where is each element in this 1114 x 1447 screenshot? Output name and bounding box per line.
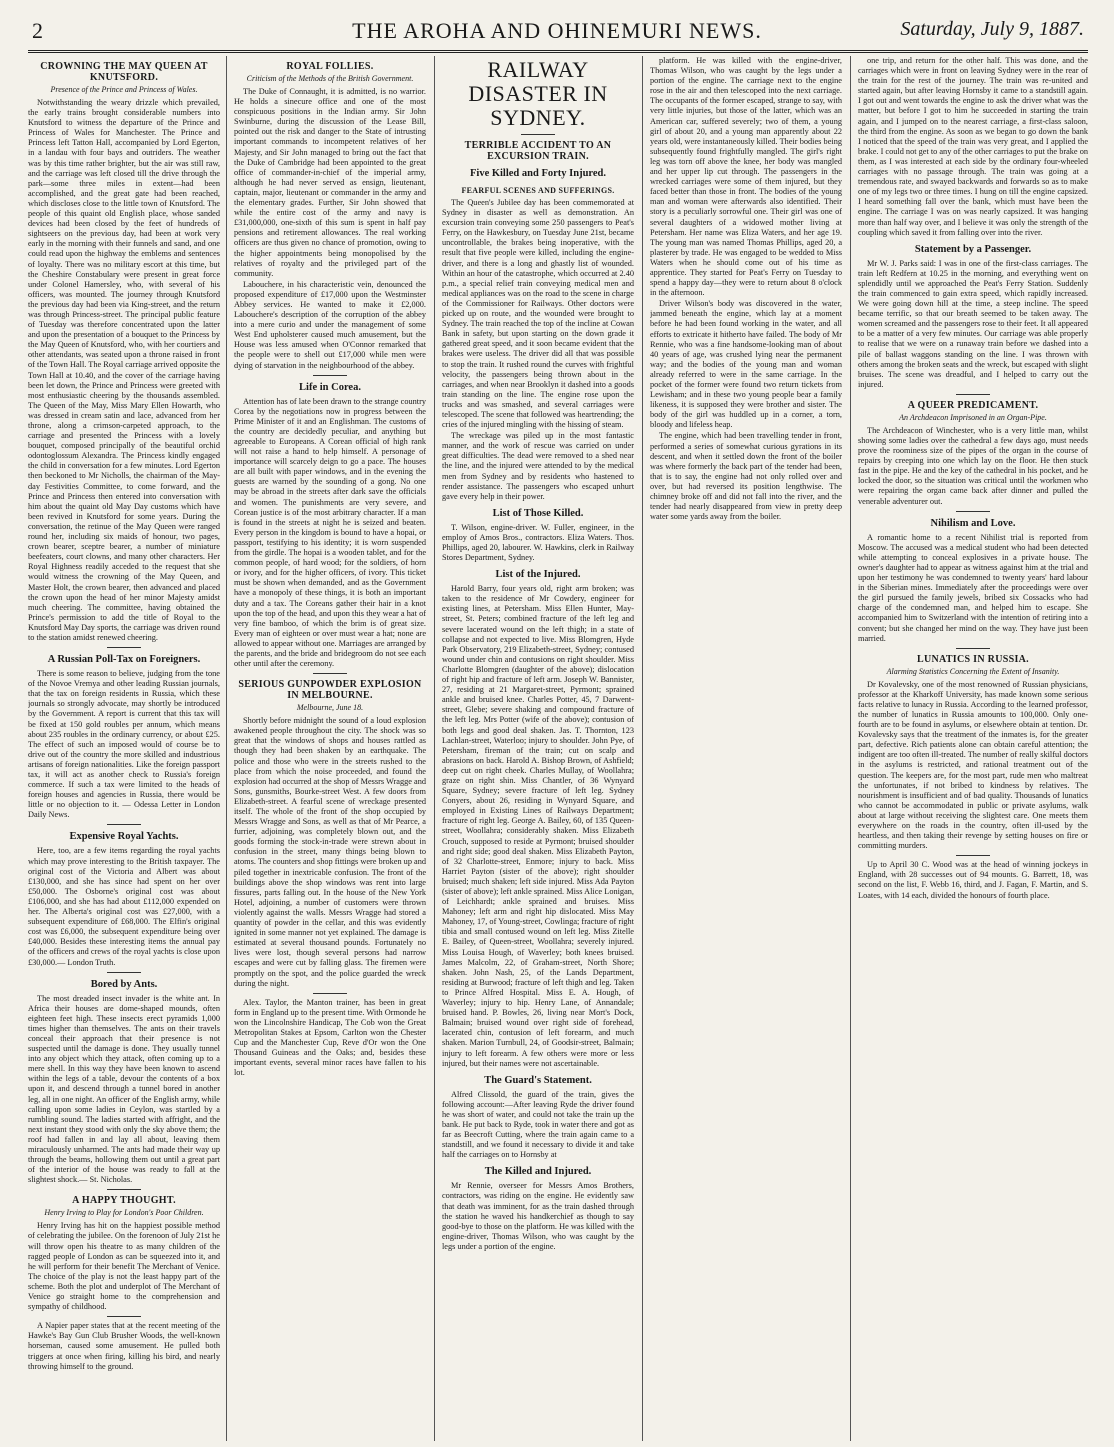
article-paragraph: There is some reason to believe, judging from the tone of the Novoe Vremya and other leading Russian journals, that the tax on foreign residents in Russia, which these journals so strongly advocate, may shortly be introduced by the Government. A report is current that this tax will be fixed at 150 gold roubles per annum, which means about 235 roubles in the ordinary currency, or about £25. The effect of such an imposed would of course be to drive out of the country the more skilled and industrious artisans of foreign nationalities. Like the foreign passport tax, it will act as another check to Russia's foreign commerce. If such a tax were limited to the heads of foreign houses and agencies in Russia, there would be little or no objection to it. — Odessa Letter in London Daily News. <box>28 669 220 820</box>
article-paragraph: The wreckage was piled up in the most fantastic manner, and the work of rescue was carried on under great difficulties. The dead were removed to a shed near the line, and the injured were attended to by the medical men from Sydney and by residents who hastened to render assistance. The passengers who escaped unhurt gave every help in their power. <box>442 431 634 501</box>
divider <box>107 1189 141 1190</box>
issue-date: Saturday, July 9, 1887. <box>900 18 1084 40</box>
column-3 <box>442 56 634 1441</box>
article-heading: A HAPPY THOUGHT. <box>72 1195 176 1207</box>
article-paragraph: A romantic home to a recent Nihilist trial is reported from Moscow. The accused was a medical student who had been detected while attempting to conceal explosives in a private house. The owner's daughter had to appear as witness against him at the trial and upon her testimony he was condemned to twenty years' hard labour in the Siberian mines. Immediately after the proceedings were over the girl pursued the family jewels, bribed six Cossacks who had charge of the condemned man, and helped him to escape. She accompanied him to Switzerland with the intention of retiring into a convent; but she changed her mind on the way. They have just been married. <box>858 532 1088 643</box>
divider <box>107 647 141 648</box>
article-paragraph: Here, too, are a few items regarding the royal yachts which may prove interesting to the British taxpayer. The original cost of the Victoria and Albert was about £130,000, and she has since had spent on her over £50,000. The Osborne's original cost was about £106,000, and she has had about £112,000 expended on her. The Alberta's original cost was £27,000, with a subsequent expenditure of £68,000. The Elfin's original cost was £6,000, the subsequent expenditure being over £40,000. Besides these interesting items the annual pay of the officers and crews of the royal yachts is close upon £30,000.— London Truth. <box>28 846 220 967</box>
article-subheading: Henry Irving to Play for London's Poor Children. <box>44 1208 204 1218</box>
article-subheading: Presence of the Prince and Princess of Wales. <box>50 85 198 94</box>
divider <box>107 1316 141 1317</box>
article-paragraph: T. Wilson, engine-driver. W. Fuller, engineer, in the employ of Amos Bros., contractors. Eliza Waters. Thos. Phillips, aged 20, labourer. W. Hawkins, clerk in Railway Stores Department, Sydney. <box>442 522 634 563</box>
article-paragraph: A Napier paper states that at the recent meeting of the Hawke's Bay Gun Club Brusher Woods, the well-known horseman, caused some amusement. He pulled both triggers at once when firing, killing his bird, and nearly throwing himself to the ground. <box>28 1321 220 1371</box>
article-paragraph: Mr W. J. Parks said: I was in one of the first-class carriages. The train left Redfern at 10.25 in the morning, and everything went on splendidly until we approached the Peat's Ferry Station. Suddenly the train commenced to gain extra speed, which rapidly increased. We were going down hill at the time, a steep incline. The speed became terrific, so that our breath seemed to be taken away. The women screamed and the passengers rose to their feet. It all appeared to be a matter of a very few minutes. Our carriage was able properly to realise that we were on a runaway train before we dashed into a pile of ballast waggons standing on the line. I was thrown with others among the broken seats and the wreck, but escaped with slight bruises. The scene was dreadful, and I helped to carry out the injured. <box>858 258 1088 389</box>
page-number: 2 <box>32 18 43 43</box>
article-paragraph: The engine, which had been travelling tender in front, performed a series of somewhat curious gyrations in its descent, and when it settled down the front of the boiler was where formerly the back part of the tender had been, that is to say, the engine had not only rolled over and over, but had reversed its position lengthwise. The chimney broke off and did not fall into the river, and the tender had nearly disappeared from view in pretty deep water some yards away from the boiler. <box>650 431 842 522</box>
masthead-rule <box>28 50 1088 53</box>
column-rule <box>434 56 435 1441</box>
article-paragraph: The most dreaded insect invader is the white ant. In Africa their houses are dome-shaped mounds, often eighteen feet high. These insects erect pyramids 1,000 times higher than themselves. The ants on their travels conceal their approach that their presence is not suspected until the damage is done. They usually tunnel into any object which they attack, often coming up to a mere shell. In this way they have been known to ascend within the legs of a table, devour the contents of a box upon it, and descend through a tunnel bored in another leg, all in one night. An officer of the English army, while calling upon some ladies in Ceylon, was startled by a rumbling sound. The ladies started with affright, and the next instant they stood with only the sky above them; the roof had fallen in and lay all about, leaving them miraculously unharmed. The ants had made their way up through the beams, hollowing them out until a great part of the interior of the house was ready to fall at the slightest shock.— St. Nicholas. <box>28 993 220 1185</box>
column-rule <box>642 56 643 1441</box>
article-paragraph: one trip, and return for the other half. This was done, and the carriages which were in front on leaving Sydney were in the rear of the train for the rest of the journey. The train was re-united and started again, but after leaving Hornsby it came to a standstill again. I got out and went towards the engine to ask the driver what was the matter, but before I got to him he succeeded in starting the train again, and I jumped on to the nearest carriage, a first-class saloon, the third from the engine. As soon as we began to go down the bank I noticed that the speed of the train was very great, and I applied the brake. I could not get to any of the other carriages to put the brake on them, as I was interested at each side by the ordinary four-wheeled carriages with no passage through. The train was going at a tremendous rate, and swayed backwards and forwards so as to make one of my legs two or three times. I hung on till the engine capsized. I heard something fall over the bank, which must have been the engine. The carriage I was on was nearly capsized. It was hanging more than half way over, and I believe it was only the strength of the coupling which saved it from falling over into the river. <box>858 56 1088 237</box>
divider <box>956 855 990 856</box>
article-paragraph: Up to April 30 C. Wood was at the head of winning jockeys in England, with 28 successes out of 94 mounts. G. Barrett, 18, was second on the list, F. Webb 16, third, and J. Fagan, F. Martin, and S. Loates, with 14 each, divided the honours of fourth place. <box>858 860 1088 900</box>
article-heading: Life in Corea. <box>299 381 361 393</box>
masthead <box>0 0 1114 54</box>
article-heading: LUNATICS IN RUSSIA. <box>917 653 1029 665</box>
article-paragraph: Dr Kovalevsky, one of the most renowned of Russian physicians, professor at the Kharkoff University, has made known some serious facts relative to lunacy in Russia. According to the learned professor, the number of lunatics in Russia amounts to 100,000. Only one-fourth are to be found in asylums, or elsewhere obtain at tention. Dr. Kovalevsky says that the treatment of the inmates is, for the greater part, defective. Rich patients alone can obtain careful attention; the indigent are too often ill-treated. The number of really skilful doctors in the asylums is restricted, and rational treatment out of the question. The keepers are, for the most part, rude men who maltreat the unfortunates, if not bribed to kindness by relatives. The nourishment is insufficient and of bad quality. Thousands of lunatics who cannot be accommodated in public or private asylums, walk about at large without receiving the slightest care. One meets them everywhere on the roads in the country, often ill-used by the heartless, and then taking their revenge by setting houses on fire or committing murders. <box>858 679 1088 851</box>
article-heading: Bored by Ants. <box>90 978 158 990</box>
article-paragraph: The Duke of Connaught, it is admitted, is no warrior. He holds a sinecure office and one of the most conspicuous positions in the Indian army. Sir John Swinburne, during the discussion of the Lease Bill, pointed out the risk and danger to the State of intrusting important commands to incompetent relatives of her Majesty, and Sir John managed to bring out the fact that the Duke of Cambridge had been appointed to the great office of commander-in-chief of the imperial army, although he had never served as ensign, lieutenant, captain, major, lieutenant or commander in the army and the elementary grades. Further, Sir John showed that while the entire cost of the army and navy is £31,000,000, one-sixth of this sum is spent in half pay pensions and retirement allowances. The real working officers are thus given no chance of promotion, owing to the higher appointments being monopolised by the relatives of royalty and the privileged part of the community. <box>234 87 426 278</box>
divider <box>521 134 555 135</box>
article-heading: A QUEER PREDICAMENT. <box>907 399 1039 411</box>
article-heading: CROWNING THE MAY QUEEN AT KNUTSFORD. <box>40 61 208 83</box>
article-paragraph: Alex. Taylor, the Manton trainer, has been in great form in England up to the present time. With Ormonde he won the Lincolnshire Handicap, The Cob won the Great Metropolitan Stakes at Epsom, Carlton won the Chester Cup and the Manchester Cup, Reve d'Or won the One Thousand Guineas and the Oaks; and, besides these important events, several minor races have fallen to his lot. <box>234 997 426 1078</box>
list-heading: List of the Injured. <box>495 569 581 581</box>
article-paragraph: platform. He was killed with the engine-driver, Thomas Wilson, who was caught by the legs under a portion of the engine. The carriage next to the engine rose in the air and then telescoped into the next carriage. The occupants of the former escaped, strange to say, with very little injuries, but those of the latter, which was an American car, suffered severely; two of them, a young girl of about 20, and a young man apparently about 22 years old, were instantaneously killed. Their bodies being subsequently found frightfully mangled. The girl's right leg was torn off above the knee, her body was mangled and her upper lip cut through. The passengers in the wrecked carriages were some of them injured, but they faced better than those in front. The bodies of the young man and woman were afterwards also identified. Their story is a peculiarly sorrowful one. Their girl was one of several daughters of a widowed mother living at Petersham. Her name was Eliza Waters, and her age 19. The young man was named Thomas Phillips, aged 20, a plasterer by trade. He was engaged to be wedded to Miss Waters when he should come out of his time as apprentice. They started for Peat's Ferry on Tuesday to spend a happy day—they were to return about 8 o'clock in the afternoon. <box>650 56 842 298</box>
divider <box>956 511 990 512</box>
article-heading: A Russian Poll-Tax on Foreigners. <box>47 654 201 666</box>
article-paragraph: Labouchere, in his characteristic vein, denounced the proposed expenditure of £17,000 upon the Westminster Abbey services. He wanted to make it £2,000. Labouchere's description of the corruption of the abbey into a mere curio and under the management of some West End upholsterer caused much amusement, but the House was less amused when O'Connor remarked that the people were to shell out £17,000 while men were dying of starvation in the neighbourhood of the abbey. <box>234 279 426 370</box>
divider <box>313 375 347 376</box>
divider <box>107 972 141 973</box>
article-heading: Statement by a Passenger. <box>914 243 1032 255</box>
divider <box>313 673 347 674</box>
article-subheading: Criticism of the Methods of the British Government. <box>246 74 414 83</box>
article-paragraph: Mr Rennie, overseer for Messrs Amos Brothers, contractors, was riding on the engine. He evidently saw that death was imminent, for as the train dashed through the station he waved his handkerchief as though to say good-bye to those on the platform. He was killed with the engine-driver, Thomas Wilson, who was caught by the legs under a portion of the engine. <box>442 1181 634 1251</box>
divider <box>313 993 347 994</box>
article-paragraph: The Queen's Jubilee day has been commemorated at Sydney in disaster as well as demonstration. An excursion train conveying some 250 passengers to Peat's Ferry, on the Hawkesbury, on Tuesday June 21st, became uncontrollable, the brakes being inoperative, with the result that five people were killed, including the engine-driver, and there is a long and ghastly list of wounded. Within an hour of the catastrophe, which occurred at 2.40 p.m., a special relief train conveying medical men and medical appliances was on the road to the scene in charge of the Commissioner for Railways. Other doctors were picked up on route, and the wounded were brought to Sydney. The train reached the top of the incline at Cowan Bank in safety, but upon starting on the down grade it gathered great speed, and it soon became evident that the brakes were useless. The driver did all that was possible to stop the train. It rushed round the curves with frightful velocity, the passengers being thrown about in the carriages, and when near Brooklyn it dashed into a goods train standing on the line. The engine rose upon the trucks and was smashed, and several carriages were telescoped. The scene that followed was heartrending; the cries of the injured mingling with the hissing of steam. <box>442 198 634 430</box>
article-dateline: Melbourne, June 18. <box>296 703 364 713</box>
newspaper-title: THE AROHA AND OHINEMURI NEWS. <box>352 18 762 43</box>
article-paragraph: Attention has of late been drawn to the strange country Corea by the negotiations now in progress between the Prime Minister of it and an Englishman. The customs of the country are decidedly peculiar, and anything but agreeable to Europeans. A Corean official of high rank will not raise a hand to help himself. A personage of importance will scarcely deign to go a pace. The houses are all built with paper windows, and in the evening the guests are warned by the sounding of a gong. No one may be abroad in the streets after dark save the officials and women. The punishments are very severe, and Corean justice is of the most arbitrary character. If a man is found in the streets at night he is seized and beaten. Every person in the kingdom is bound to have a hopai, or passport, testifying to his identity; it is worn suspended from the girdle. The hopai is a wooden tablet, and for the common people, of hard wood; for the soldiers, of horn or ivory, and for the higher officers, of ivory. This ticket must be shown when demanded, and as the Government have a monopoly of these things, it is both an important duty and a tax. The Coreans gather their hair in a knot upon the top of the head, and upon this they wear a hat of very fine bamboo, of which the brim is of great size. Every man of eighteen or over must wear a hat; none are allowed to appear without one. Marriages are arranged by the parents, and the bride and bridegroom do not see each other until after the ceremony. <box>234 396 426 669</box>
column-rule <box>850 56 851 1441</box>
divider <box>956 394 990 395</box>
article-paragraph: Shortly before midnight the sound of a loud explosion awakened people throughout the city. The shock was so great that the windows of shops and houses rattled as though they had been shaken by an earthquake. The police and those who were in the streets rushed to the place from which the noise proceeded, and found the explosion had occurred at the shop of Messrs Wragge and Sons, gunsmiths, Bourke-street West. A few doors from Elizabeth-street. A fearful scene of wreckage presented itself. The whole of the front of the shop occupied by Messrs Wragge and Sons, as well as that of Mr Pearce, a furrier, adjoining, was completely blown out, and the goods forming the stock-in-trade were strewn about in confusion in the street, many things being blown to atoms. The counters and shop fittings were broken up and piled together in inextricable confusion. The front of the buildings above the shop windows was rent into large fissures, parts falling out. In the house of the New York Hotel, adjoining, a number of customers were thrown violently against the walls. Messrs Wragge had stored a quantity of powder in the cellar, and this was evidently ignited in some manner not yet explained. The damage is estimated at several thousand pounds. Fortunately no lives were lost, though several persons had narrow escapes and were cut by falling glass. The firemen were promptly on the spot, and the police guarded the wreck during the night. <box>234 716 426 988</box>
article-heading: Expensive Royal Yachts. <box>69 831 179 843</box>
column-rule <box>226 56 227 1441</box>
divider <box>956 648 990 649</box>
article-subheading: Five Killed and Forty Injured. <box>469 168 607 179</box>
article-paragraph: Driver Wilson's body was discovered in the water, jammed beneath the engine, which lay at a moment before he had been found working in the water, and all efforts to extricate it hitherto have failed. The body of Mr Rennie, who was a fine handsome-looking man of about 40 years of age, was crushed lying near the permanent way; and the bodies of the young man and woman already referred to were in the same carriage. In the pocket of the former were found two return tickets from Lewisham; and in these two young people bear a family likeness, it is supposed they were brother and sister. The body of the girl was huddled up in a corner, a torn, bloody and lifeless heap. <box>650 299 842 430</box>
article-paragraph: Henry Irving has hit on the happiest possible method of celebrating the jubilee. On the forenoon of July 21st he will throw open his theatre to as many children of the ragged people of London as can be squeezed into it, and he will perform for their benefit The Merchant of Venice. The choice of the play is not the least happy part of the scheme. Both the plot and underplot of The Merchant of Venice go straight home to the comprehension and sympathy of childhood. <box>28 1221 220 1312</box>
article-heading: ROYAL FOLLIES. <box>286 61 374 72</box>
list-heading: List of Those Killed. <box>492 507 584 519</box>
article-heading: The Guard's Statement. <box>484 1074 592 1086</box>
column-5 <box>858 56 1088 1441</box>
column-4 <box>650 56 842 1441</box>
article-subheading: TERRIBLE ACCIDENT TO AN EXCURSION TRAIN. <box>464 140 612 162</box>
article-paragraph: The Archdeacon of Winchester, who is a very little man, whilst showing some ladies over the cathedral a few days ago, must needs prove the roominess size of the pipes of the organ in the course of repairs by creeping into one which lay on the floor. He then stuck fast in the pipe. He and the key of the cathedral in his pocket, and he locked the door, so the situation was critical until the workmen who were repairing the organ came back after dinner and pulled the venerable adventurer out. <box>858 425 1088 506</box>
column-2 <box>234 56 426 1441</box>
article-paragraph: Harold Barry, four years old, right arm broken; was taken to the residence of Mr Cowdery, engineer for existing lines, at Petersham. Miss Ellen Hunter, May-street, St. Peters; combined fracture of the left leg and severe lacerated wound on the left thigh; in a state of collapse and not expected to live. Miss Blomgren, Hyde Park Observatory, 219 Elizabeth-street, Sydney; contused wound under chin and contusions on right shoulder. Miss Charlotte Blomgren (daughter of the above); dislocation of right hip and fracture of left arm. Joseph W. Bannister, 27, residing at 21 Margaret-street, Pyrmont; sprained ankle and bruised knee. Charles Potter, 45, 7 Darwent-street, Glebe; severe shaking and compound fracture of the left leg. Mrs Potter (wife of the above); contusion of both legs and good deal shaken. Jas. T. Thornton, 123 Lachlan-street, Waterloo; injury to shoulder. John Pye, of Petersham, fireman of the train; cut on scalp and abrasions on back. Harold A. Bishop Brown, of Ashfield; deep cut on right cheek. Charles Mullay, of Woollahra; graze on right shin. Miss Chantler, of 36 Wynyard Square, Sydney; severe fracture of left leg. Sydney Conyers, about 26, residing in Wynyard Square, and employed in Existing Lines of Railways Department; fracture of right leg. George A. Bailey, 60, of 135 Queen-street, Woollahra; considerably shaken. Miss Elizabeth Crouch, supposed to reside at Pyrmont; bruised shoulder and right side; good deal shaken. Miss Elizabeth Payton, of 32 Charlotte-street, Enmore; injury to back. Miss Harriet Payton (sister of the above); right shoulder bruised; much shaken; left side injured. Miss Ada Payton (sister of above); left ankle sprained. Miss Alice Lonigan, of Leichhardt; ankle sprained and bruises. Miss Mahoney; left arm and right hip dislocated. Miss May Mahoney, 17, of Young-street, Cowlinga; fracture of right tibia and small contused wound on left leg. Miss Zitelle E. Bailey, of Queen-street, Woollahra; severely injured. Miss Louisa Hough, of Waverley; both knees bruised. James Malcolm, 22, of Graham-street, North Shore; shaken. John Nash, 25, of the Lands Department, residing at Burwood; fracture of left thigh and leg. Taken to Prince Alfred Hospital. Miss E. A. Hough, of Waverley; injury to hip. Henry Lane, of Annandale; bruised hand. P. Bowles, 26, living near Mort's Dock, Balmain; bruised wound over right side of forehead, lacerated chin, contusion of left forearm, and much shaken. Marion Turnbull, 24, of Goodsir-street, Balmain; injury to left forearm. A few others were more or less injured, but their names were not ascertainable. <box>442 584 634 1068</box>
article-heading: The Killed and Injured. <box>484 1166 592 1178</box>
divider <box>107 824 141 825</box>
article-paragraph: Notwithstanding the weary drizzle which prevailed, the early trains brought considerable numbers into Knutsford to witness the departure of the Prince and Princess of Wales for Manchester. The Prince and Princess left Tatton Hall, accompanied by Lord Egerton, in a landau with four bays and outriders. The weather was by this time rather brighter, but the air was still raw, and the carriage was left closed till the drive through the park—some three miles in extent—had been accomplished, and the great gate had been reached, which discloses close to the little town of Knutsford. The people of this quaint old English place, whose sanded devices had been closed by the feet of hundreds of sightseers on the previous day, had been at work very early in the morning with their funnels and sand, and one could read upon the highway the emblems and sentences of loyalty. There was no military escort at this time, but the Cheshire Constabulary were present in great force under Colonel Hamersley, who, with several of his officers, was mounted. The journey through Knutsford the previous day had been via King-street, and the return was through Princess-street. The principal public feature of Tuesday was therefore concentrated upon the latter and upon the presentation of a bouquet to the Princess by the May Queen of Knutsford, who, with her courtiers and other attendants, was seated upon a throne raised in front of the Town Hall. The Royal carriage arrived opposite the Town Hall at 10.40, and the cover of the carriage having been let down, the Prince and Princess were greeted with most enthusiastic cheering by the thousands assembled. The Queen of the May, Miss Mary Ellen Howarth, who was dressed in cream satin and lace, advanced from her throne, along a crimson-carpeted approach, to the carriage and presented the Princess with a lovely bouquet, composed principally of the beautiful orchid odontoglossum Alexandra. The Princess kindly engaged the child in conversation for a few minutes. Lord Egerton then beckoned to Mr Nicholls, the chairman of the May-day Festivities Committee, to come forward, and the Prince and Princess then entered into conversation with him about the quaint old May Day customs which have been revived in Knutsford for some years. During the conversation, the retinue of the May Queen were ranged round her, including six maids of honour, two pages, crown bearer, sceptre bearer, a number of miniature beefeaters, court clowns, and many other characters. Her Royal Highness readily acceded to the request that she would witness the crowning of the May Queen, and Master Holt, the crown bearer, then advanced and placed the crown upon the head of her minor Majesty amidst much cheering. The committee, having obtained the Prince's permission to add the title of Royal to the Knutsford May Day sports, the carriage was driven round to the station amidst renewed cheering. <box>28 98 220 642</box>
feature-heading: RAILWAY DISASTER IN SYDNEY. <box>468 57 608 130</box>
article-subheading: Alarming Statistics Concerning the Extent of Insanity. <box>886 666 1060 676</box>
article-subheading: FEARFUL SCENES AND SUFFERINGS. <box>461 186 615 195</box>
column-1 <box>28 56 220 1441</box>
article-subheading: An Archdeacon Imprisoned in an Organ-Pipe. <box>899 412 1047 422</box>
article-heading: Nihilism and Love. <box>930 517 1016 529</box>
article-heading: SERIOUS GUNPOWDER EXPLOSION IN MELBOURNE. <box>238 679 422 702</box>
article-paragraph: Alfred Clissold, the guard of the train, gives the following account:—After leaving Ryde the driver found he was short of water, and could not take the train up the bank. He put back to Ryde, took in water there and got as far as Beecroft Cutting, where the train again came to a standstill, and we found it necessary to divide it and take half the carriages on to Hornsby at <box>442 1089 634 1160</box>
